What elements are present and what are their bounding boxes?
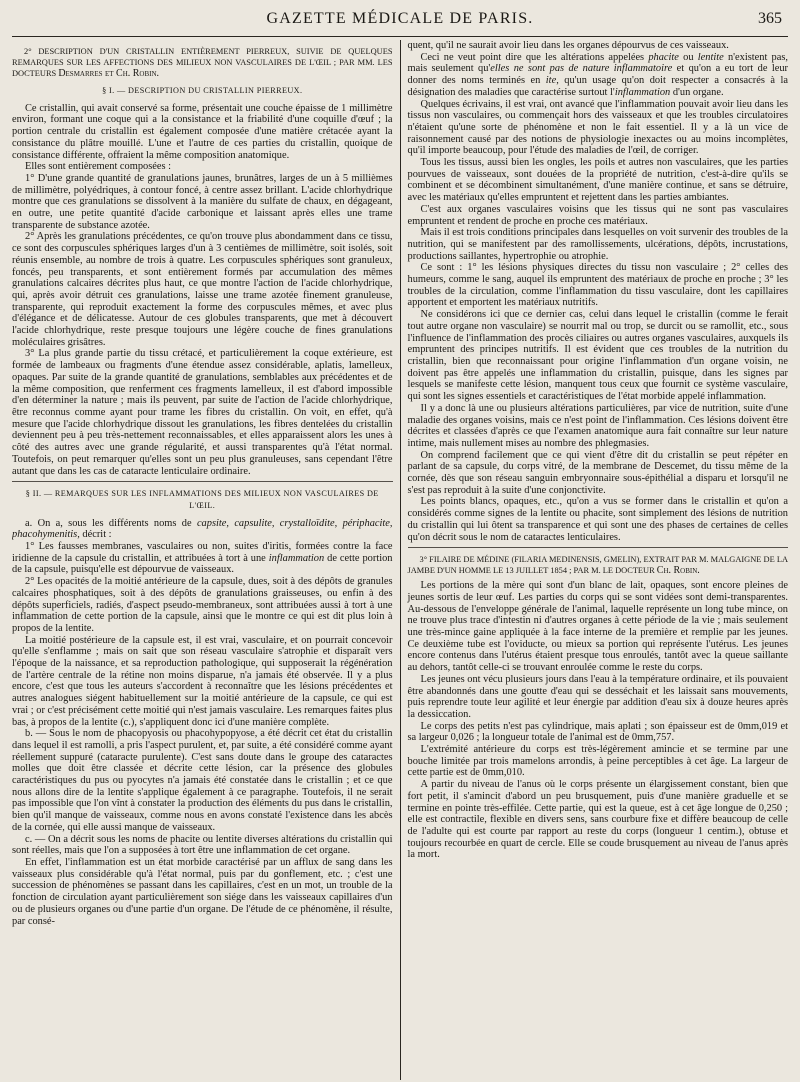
paragraph: En effet, l'inflammation est un état morbide caractérisé par un afflux de sang dans les vaisseaux plus considérable qu'à l'état normal, puis par du gonflement, etc. ; c'est une succession de phénomènes se passant dans les capillaires, c'est en un mot, un trouble de la fonction de circulation ayant particulièrement son siége dans les vaisseaux capillaires d'un ou de plusieurs organes ou d'une partie d'un organe. De l'étude de ce phénomène, il résulte, par consé- [12,857,393,927]
divider [408,547,789,548]
paragraph: Quelques écrivains, il est vrai, ont avancé que l'inflammation pouvait avoir lieu dans les tissus non vasculaires, ou commençait hors des vaisseaux et que les troubles circulatoires n'étaient qu'une sorte de phénomène et non le fait essentiel. Il y a là un vice de raisonnement causé par des notions de physiologie inexactes ou au moins incomplètes, qu'il importe beaucoup, pour l'étude des maladies de l'œil, de corriger. [407,98,788,157]
paragraph: Ne considérons ici que ce dernier cas, celui dans lequel le cristallin (comme le ferait tout autre organe non vasculaire) se nourrit mal ou trop, se durcit ou se ramollit, etc., sous l'influence de l'inflammation des procès ciliaires ou autres organes vasculaires, auxquels ils empruntent des principes nutritifs. Il est évident que ces troubles de la nutrition du cristallin, bien que reconnaissant pour origine l'inflammation d'un organe voisin, ne doivent pas être appelés une inflammation du cristallin, puisque, dans les signes par lesquels se manifeste cette lésion, manquent tous ceux que fournit ce système vasculaire, qui sont les signes essentiels et caractéristiques de l'état morbide appelé inflammation. [407,309,788,403]
paragraph: 3° La plus grande partie du tissu crétacé, et particulièrement la coque extérieure, est formée de lambeaux ou fragments d'une étendue assez considérable, aplatis, lamelleux, opaques. Par suite de la grande quantité de granulations, semblables aux précédentes et de la même composition, que renferment ces fragments lamelleux, il est d'abord impossible d'en déterminer la nature ; mais ils peuvent, par suite de l'action de l'acide chlorhydrique, être reconnus comme ayant pour trame les fibres du cristallin. On voit, en effet, qu'à mesure que l'acide chlorhydrique dissout les granulations, les fibres dentelées du cristallin deviennent peu à peu très-nettement reconnaissables, et elles apparaissent alors les unes à côté des autres avec une grande régularité, et aussi transparentes qu'à l'état normal. Toutefois, on peut remarquer qu'elles sont un peu plus granuleuses, sans cependant l'être autant que dans les cas de cataracte lenticulaire ordinaire. [12,348,393,477]
journal-title: GAZETTE MÉDICALE DE PARIS. [266,10,534,27]
paragraph: 1° D'une grande quantité de granulations jaunes, brunâtres, larges de un à 5 millièmes de millimètre, polyédriques, à contour foncé, à centre assez brillant. L'acide chlorhydrique montre que ces granulations se dissolvent à la manière du sulfate de chaux, en dégageant, en outre, une petite quantité d'acide carbonique et laissant après elles une trame transparente de substance azotée. [12,172,393,231]
paragraph: Le corps des petits n'est pas cylindrique, mais aplati ; son épaisseur est de 0mm,019 et sa largeur 0,026 ; la longueur totale de l'animal est de 0mm,757. [407,720,788,744]
text-columns [12,40,788,1080]
section-title-2: 2° DESCRIPTION D'UN CRISTALLIN ENTIÈREMENT PIERREUX, SUIVIE DE QUELQUES REMARQUES SUR LES AFFECTIONS DES MILIEUX NON VASCULAIRES DE L'ŒIL ; PAR MM. LES DOCTEURS Desmarres et Ch. Robin. [12,47,393,79]
paragraph: Il y a donc là une ou plusieurs altérations particulières, par vice de nutrition, suite d'une maladie des organes voisins, mais ce n'est point de l'inflammation. Ces lésions doivent être décrites et classées d'après ce que l'examen anatomique aura fait connaître sur leur nature intime, mais nullement mises au nombre des phlegmasies. [407,402,788,449]
page-number: 365 [758,10,782,27]
subheading-ii: § II. — REMARQUES SUR LES INFLAMMATIONS DES MILIEUX NON VASCULAIRES DE L'ŒIL. [25,489,379,510]
paragraph: On comprend facilement que ce qui vient d'être dit du cristallin se peut répéter en parlant de sa capsule, du corps vitré, de la membrane de Descemet, du tissu même de la cornée, dès que son réseau sanguin embryonnaire sous-épithélial a disparu et lorsqu'il ne s'est pas reproduit à la suite d'une conjonctivite. [407,449,788,496]
paragraph: Mais il est trois conditions principales dans lesquelles on voit survenir des troubles de la nutrition, qui se manifestent par des ramollissements, ulcérations, dépôts, incrustations, productions saillantes, hypertrophie ou atrophie. [407,227,788,262]
left-column [12,40,400,1080]
paragraph: A partir du niveau de l'anus où le corps présente un élargissement constant, bien que fort petit, il s'amincit d'abord un peu brusquement, puis d'une manière graduelle et se termine en pointe très-effilée. Cette partie, qui est la queue, est à cet âge longue de 0,250 ; elle est contractile, flexible en divers sens, sans courbure fixe et diffère beaucoup de celle de l'adulte qui est courte par rapport au reste du corps (longueur 1 centim.), obtuse et toujours recourbée en quart de cercle. Elle se coude brusquement au niveau de l'anus après la mort. [407,779,788,861]
divider [12,481,393,482]
paragraph: La moitié postérieure de la capsule est, il est vrai, vasculaire, et on pourrait concevoir qu'elle s'enflamme ; mais on sait que son réseau vasculaire s'atrophie et disparaît vers l'époque de la naissance, et sa reproduction pathologique, qui supposerait la régénération de l'artère centrale de la rétine non moins disparue, n'a jamais été observée. Il y a plus encore, c'est que tous les auteurs s'accordent à reconnaître que les lésions précédentes et autres analogues siégent habituellement sur la moitié antérieure de la capsule, ce qui est vrai ; or c'est précisément cette moitié qui n'est jamais vasculaire. Les remarques faites plus bas, à propos de la lentite (c.), s'appliquent donc ici d'une manière complète. [12,634,393,728]
paragraph: 2° Après les granulations précédentes, ce qu'on trouve plus abondamment dans ce tissu, ce sont des corpuscules sphériques larges d'un à 3 centièmes de millimètre, soit isolés, soit réunis ensemble, au nombre de trois à quatre. Les corpuscules sphériques sont granuleux, foncés, peu transparents, et sont entièrement formés par accumulation des mêmes granulations calcaires décrites plus haut, ce que montre l'action de l'acide chlorhydrique, qui, après avoir détruit ces granulations, laisse une trame azotée finement granuleuse, transparente, qui reproduit exactement la forme des corpuscules mêmes, et avec plus d'élégance et de délicatesse. Autour de ces globules transparents, que met à découvert l'acide chlorhydrique, reste presque toujours une légère couche de fines granulations moléculaires grisâtres. [12,231,393,348]
paragraph: Les jeunes ont vécu plusieurs jours dans l'eau à la température ordinaire, et ils pouvaient être abandonnés dans une goutte d'eau qui se desséchait et les laissait sans mouvements, puis reprendre toute leur agilité et leur énergie par addition d'eau six à douze heures après la dessiccation. [407,673,788,720]
section-title-3: 3° FILAIRE DE MÉDINE (FILARIA MEDINENSIS, GMELIN), EXTRAIT PAR M. MALGAIGNE DE LA JAMBE D'UN HOMME LE 13 JUILLET 1854 ; PAR M. LE DOCTEUR Ch. Robin. [407,555,788,577]
paragraph: L'extrémité antérieure du corps est très-légèrement amincie et se termine par une bouche limitée par trois mamelons arrondis, à peine perceptibles à cet âge. La largeur de cette partie est de 0mm,010. [407,744,788,779]
right-column [400,40,789,1080]
paragraph: c. — On a décrit sous les noms de phacite ou lentite diverses altérations du cristallin qui sont réelles, mais que l'on a supposées à tort être une inflammation de cet organe. [12,833,393,857]
paragraph: C'est aux organes vasculaires voisins que les tissus qui ne sont pas vasculaires empruntent et rendent de proche en proche ces matériaux. [407,203,788,227]
paragraph: Les portions de la mère qui sont d'un blanc de lait, opaques, sont encore pleines de jeunes sortis de leur œuf. Les parties du corps qui se sont vidées sont demi-transparentes. Au-dessous de l'enveloppe générale de l'animal, laquelle représente un long tube mince, on ne trouve plus trace d'intestin ni d'autres organes à cette période de la vie ; mais seulement une très-mince gaine appliquée à la face interne de la première et remplie par les jeunes. Ce deuxième tube est l'oviducte, ou mieux sa portion qui représente l'utérus. Les jeunes encore contenus dans l'utérus étaient presque tous enroulés, tantôt avec la queue saillante au dehors, tantôt celle-ci se trouvant enroulée comme le reste du corps. [407,580,788,674]
paragraph: 2° Les opacités de la moitié antérieure de la capsule, dues, soit à des dépôts de granules calcaires phosphatiques, soit à des dépôts de granulations graisseuses, ou enfin à des dépôts superficiels, radiés, d'aspect pseudo-membraneux, sont attribuées aussi à tort à une inflammation de cette portion de la capsule, ainsi que le montre ce qui est dit plus loin à propos de la lentite. [12,576,393,634]
paragraph: Les points blancs, opaques, etc., qu'on a vus se former dans le cristallin et qu'on a considérés comme signes de la lentite ou phacite, sont simplement des lésions de nutrition du cristallin qui lui ôtent sa transparence et qui sont une des phases de certaines de celles qu'on décrit sous le nom de cataractes lenticulaires. [407,496,788,543]
subheading-i: § I. — DESCRIPTION DU CRISTALLIN PIERREUX. [102,86,303,95]
paragraph: b. — Sous le nom de phacopyosis ou phacohypopyose, a été décrit cet état du cristallin dans lequel il est ramolli, a pris l'aspect purulent, et, par suite, a été considéré comme ayant réellement suppuré (cataracte purulente). C'est sans doute dans le groupe des cataractes molles que doit être classée et décrite cette lésion, car la présence des globules caractéristiques du pus ou pyocytes n'a jamais été constatée dans le cristallin ; et ce que nous allons dire de la lentite s'applique également à ce paragraphe. Toutefois, il ne serait pas impossible que l'on vînt à constater la production des éléments du pus dans le cristallin, bien qu'il manque de vaisseaux, comme nous en avons constaté l'existence dans les abcès de la cornée, qui elle aussi manque de vaisseaux. [12,728,393,833]
paragraph: Ce cristallin, qui avait conservé sa forme, présentait une couche épaisse de 1 millimètre environ, formant une coque qui a la consistance et la friabilité d'une coquille d'œuf ; la portion centrale du cristallin est également composée d'une matière crétacée ayant la consistance du plâtre mouillé. L'une et l'autre de ces parties du cristallin, quoique de consistance différente, offraient la même composition anatomique. [12,102,393,161]
paragraph: a. On a, sous les différents noms de capsite, capsulite, crystalloïdite, périphacite, phacohymenitis, décrit : [12,517,393,541]
paragraph: Tous les tissus, aussi bien les ongles, les poils et autres non vasculaires, que les parties pourvues de vaisseaux, sont douées de la propriété de nutrition, c'est-à-dire qu'ils se combinent et se décombinent simultanément, d'une manière continue, et sans se détruire, avec les matériaux qu'elles empruntent et rejettent dans les parties ambiantes. [407,157,788,204]
paragraph: Ceci ne veut point dire que les altérations appelées phacite ou lentite n'existent pas, mais seulement qu'elles ne sont pas de nature inflammatoire et qu'on a eu tort de leur donner des noms terminés en ite, qu'un usage qu'on doit respecter a consacrés à la désignation des maladies que caractérise surtout l'inflammation d'un organe. [407,51,788,98]
paragraph: Ce sont : 1° les lésions physiques directes du tissu non vasculaire ; 2° celles des humeurs, comme le sang, auquel ils empruntent des matériaux de proche en proche ; 3° les troubles de la circulation, comme l'inflammation du tissu vasculaire, dont les capillaires apportent et emportent les matériaux nutritifs. [407,262,788,309]
paragraph: 1° Les fausses membranes, vasculaires ou non, suites d'iritis, formées contre la face iridienne de la capsule du cristallin, et attribuées à tort à une inflammation de cette portion de la capsule, puisqu'elle est dépourvue de vaisseaux. [12,541,393,576]
paragraph: quent, qu'il ne saurait avoir lieu dans les organes dépourvus de ces vaisseaux. [407,40,729,51]
paragraph: Elles sont entièrement composées : [25,161,172,173]
page-header [12,0,788,37]
